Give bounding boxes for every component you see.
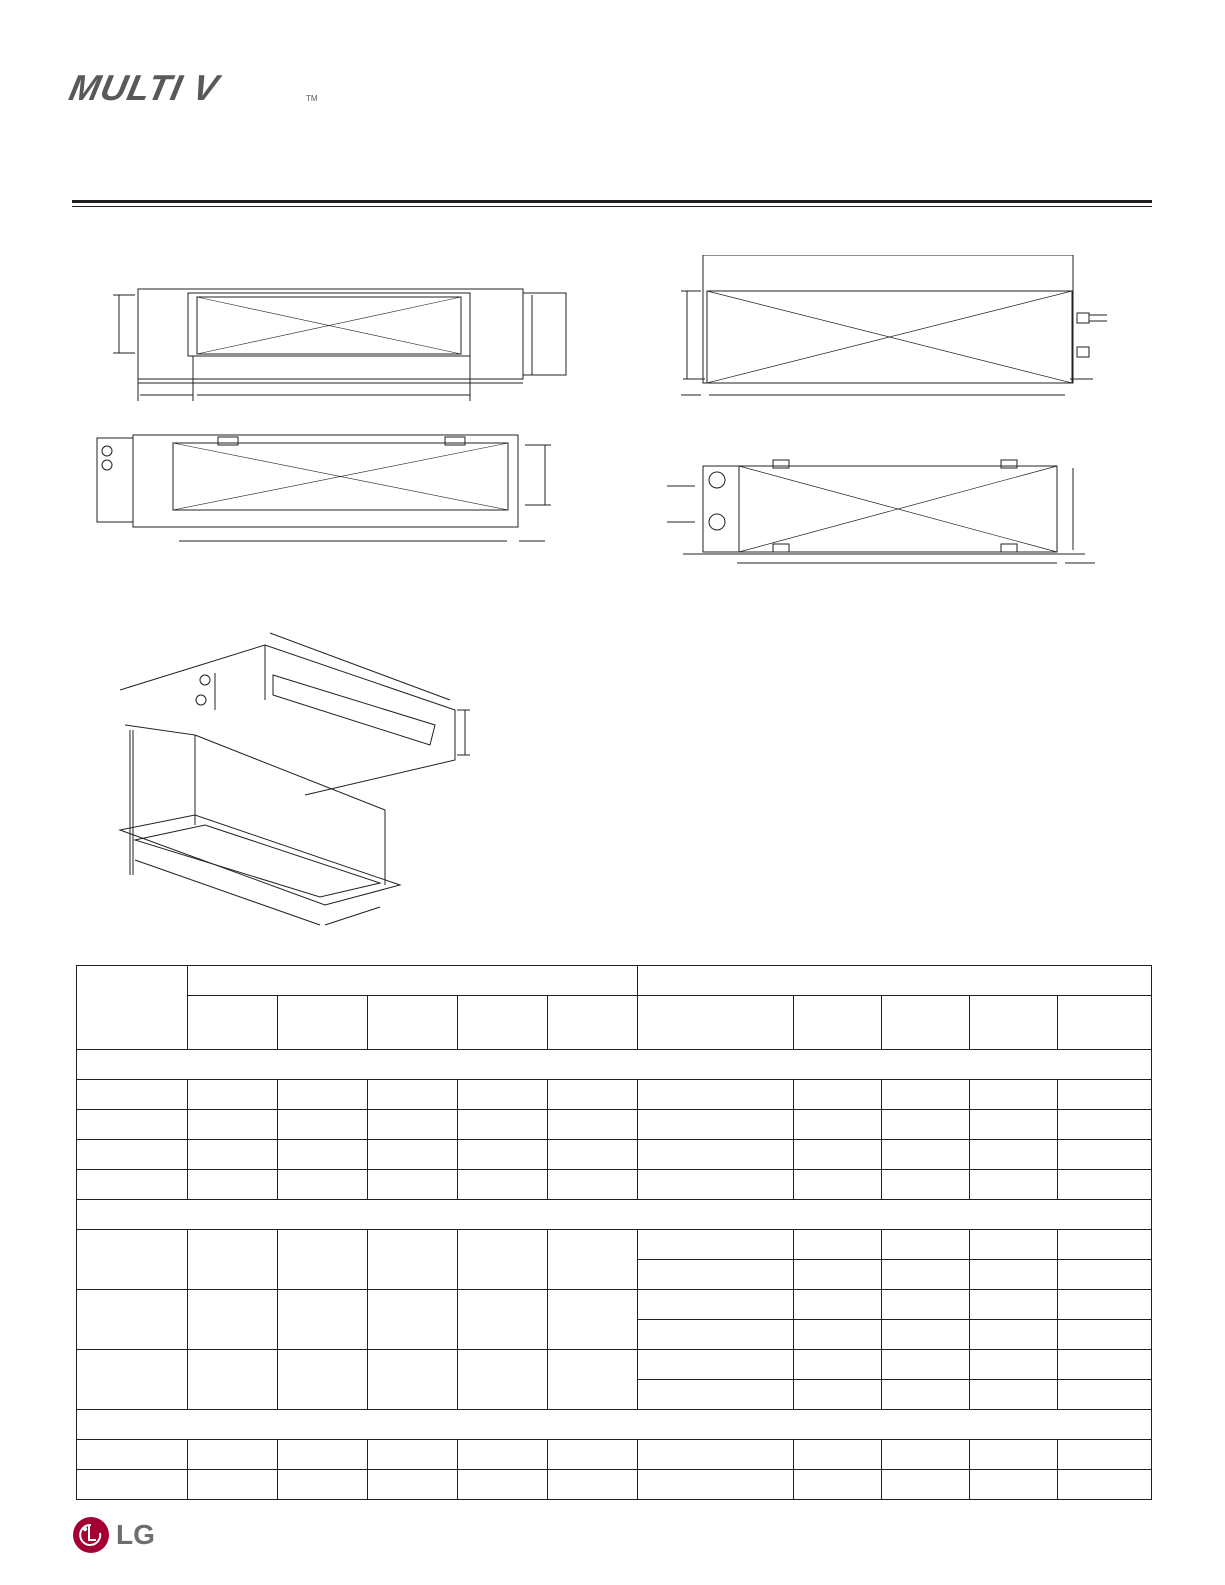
table-row xyxy=(77,1440,1152,1470)
header-cell xyxy=(882,996,970,1050)
header-cell xyxy=(77,966,188,1050)
logo-trademark: TM xyxy=(306,94,318,103)
unit-front-view-left xyxy=(95,433,555,551)
section-row xyxy=(77,1050,1152,1080)
table-row xyxy=(77,1110,1152,1140)
section-row xyxy=(77,1410,1152,1440)
header-rule-thin xyxy=(72,206,1152,207)
header-cell xyxy=(367,996,457,1050)
specification-table xyxy=(76,965,1152,1500)
table-row xyxy=(77,1140,1152,1170)
section-row xyxy=(77,1200,1152,1230)
table-header-row-2 xyxy=(77,996,1152,1050)
header-rule-thick xyxy=(72,200,1152,203)
table-header-row-1 xyxy=(77,966,1152,996)
unit-isometric-view xyxy=(95,615,495,945)
table-row xyxy=(77,1350,1152,1380)
header-cell xyxy=(637,996,794,1050)
table-row xyxy=(77,1230,1152,1260)
unit-front-view-right xyxy=(665,450,1105,575)
header-group-cell xyxy=(637,966,1151,996)
logo-wordmark: MULTI V xyxy=(65,67,223,108)
table-row xyxy=(77,1470,1152,1500)
header-cell xyxy=(794,996,882,1050)
lg-logo-text: LG xyxy=(116,1519,155,1550)
header-cell xyxy=(1057,996,1151,1050)
lg-logo xyxy=(72,1516,162,1556)
unit-top-view-left xyxy=(105,283,575,405)
lg-face-icon xyxy=(72,1516,110,1554)
header-group-cell xyxy=(188,966,638,996)
header-cell xyxy=(547,996,637,1050)
header-cell xyxy=(457,996,547,1050)
multi-v-logo xyxy=(65,67,330,108)
table-row xyxy=(77,1080,1152,1110)
unit-top-view-right xyxy=(675,255,1120,405)
header-cell xyxy=(278,996,368,1050)
header-cell xyxy=(188,996,278,1050)
table-row xyxy=(77,1170,1152,1200)
header-cell xyxy=(970,996,1058,1050)
table-row xyxy=(77,1290,1152,1320)
